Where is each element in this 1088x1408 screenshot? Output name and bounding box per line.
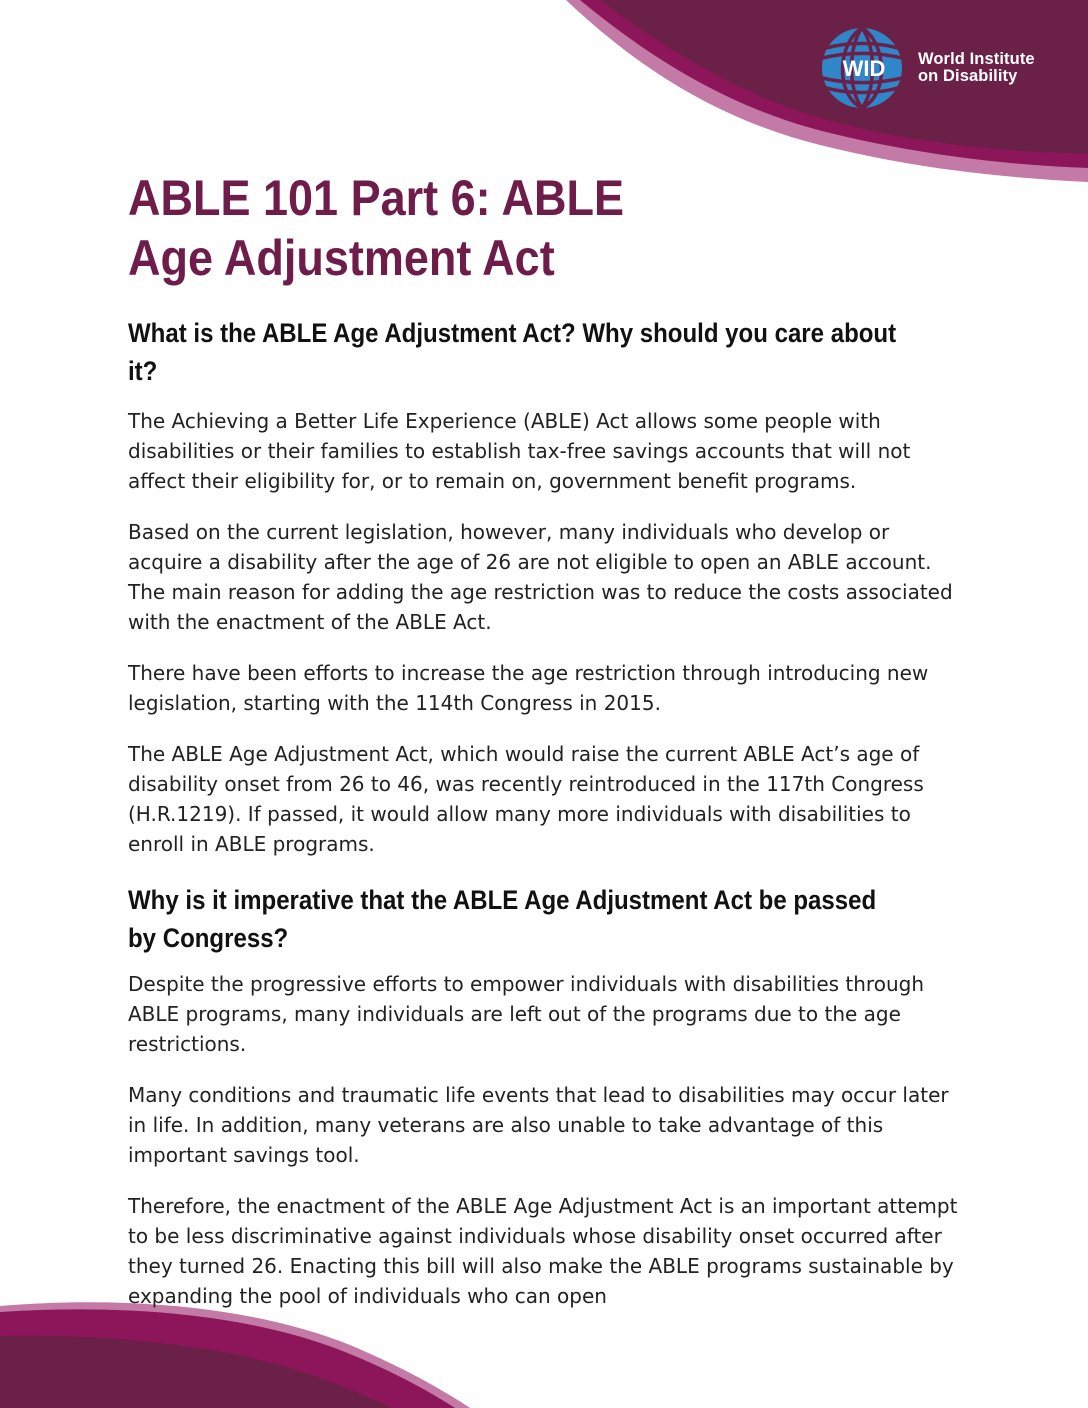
- section-heading-what-is: What is the ABLE Age Adjustment Act? Why should you care about it?: [128, 318, 897, 386]
- document-content: [128, 168, 968, 1311]
- page-title: ABLE 101 Part 6: ABLE Age Adjustment Act: [128, 170, 624, 286]
- paragraph: The ABLE Age Adjustment Act, which would raise the current ABLE Act’s age of disability onset from 26 to 46, was recently reintroduced in the 117th Congress (H.R.1219). If passed, it would allow many more individuals with disabilities to enroll in ABLE programs.: [128, 742, 924, 856]
- logo-wordmark: [918, 51, 1035, 85]
- paragraph: There have been efforts to increase the age restriction through introducing new legislation, starting with the 114th Congress in 2015.: [128, 661, 929, 715]
- paragraph: Despite the progressive efforts to empower individuals with disabilities through ABLE programs, many individuals are left out of the programs due to the age restrictions.: [128, 972, 924, 1056]
- wid-logo: [818, 26, 1068, 110]
- paragraph: The Achieving a Better Life Experience (ABLE) Act allows some people with disabilities or their families to establish tax-free savings accounts that will not affect their eligibility for, or to remain on, government benefit programs.: [128, 409, 911, 493]
- logo-name-line2: on Disability: [918, 67, 1018, 85]
- logo-name-line1: World Institute: [918, 50, 1035, 68]
- paragraph: Therefore, the enactment of the ABLE Age Adjustment Act is an important attempt to be less discriminative against individuals whose disability onset occurred after they turned 26. Enacting this bill will also make the ABLE programs sustainable by expanding the pool of individuals who can open: [128, 1194, 958, 1308]
- logo-mark-text: WID: [842, 56, 886, 81]
- globe-icon: [818, 26, 914, 110]
- paragraph: Based on the current legislation, however, many individuals who develop or acquire a disability after the age of 26 are not eligible to open an ABLE account. The main reason for adding the age restriction was to reduce the costs associated with the enactment of the ABLE Act.: [128, 520, 953, 634]
- section-heading-why-imperative: Why is it imperative that the ABLE Age Adjustment Act be passed by Congress?: [128, 885, 877, 953]
- paragraph: Many conditions and traumatic life events that lead to disabilities may occur later in life. In addition, many veterans are also unable to take advantage of this important savings tool.: [128, 1083, 949, 1167]
